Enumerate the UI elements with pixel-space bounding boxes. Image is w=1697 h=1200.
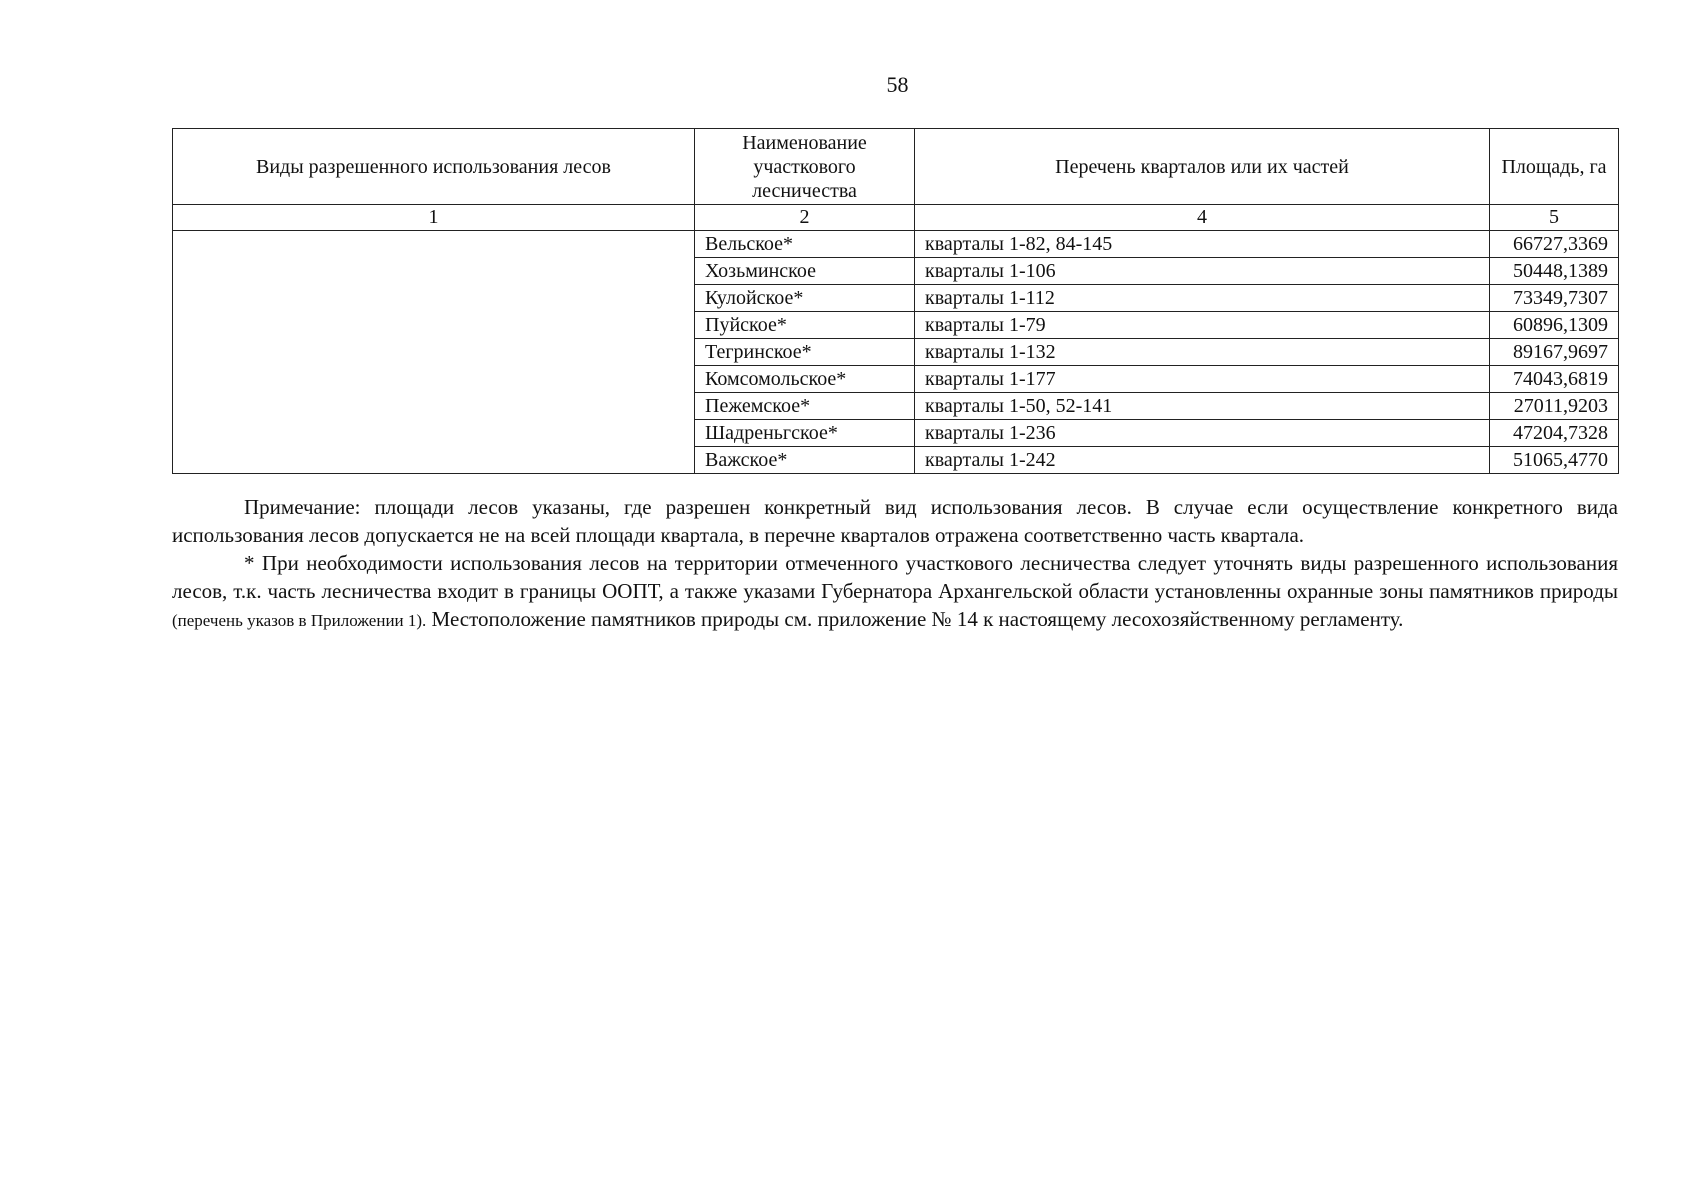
header-area: Площадь, га: [1490, 129, 1619, 205]
forestry-name: Пуйское*: [695, 312, 915, 339]
column-number: 2: [695, 205, 915, 231]
area: 50448,1389: [1490, 258, 1619, 285]
quarters: кварталы 1-82, 84-145: [915, 231, 1490, 258]
quarters: кварталы 1-177: [915, 366, 1490, 393]
table-header-row: [173, 129, 1619, 205]
area: 73349,7307: [1490, 285, 1619, 312]
footnote-reference: (перечень указов в Приложении 1).: [172, 611, 427, 630]
quarters: кварталы 1-112: [915, 285, 1490, 312]
header-usage-types: Виды разрешенного использования лесов: [173, 129, 695, 205]
forestry-name: Хозьминское: [695, 258, 915, 285]
area: 51065,4770: [1490, 447, 1619, 474]
forestry-name: Вельское*: [695, 231, 915, 258]
header-forestry-name: Наименование участкового лесничества: [695, 129, 915, 205]
column-number: 4: [915, 205, 1490, 231]
area: 66727,3369: [1490, 231, 1619, 258]
header-quarters-list: Перечень кварталов или их частей: [915, 129, 1490, 205]
column-number-row: [173, 205, 1619, 231]
column-number: 5: [1490, 205, 1619, 231]
area: 27011,9203: [1490, 393, 1619, 420]
area: 60896,1309: [1490, 312, 1619, 339]
area: 89167,9697: [1490, 339, 1619, 366]
forest-usage-table: [172, 128, 1619, 474]
quarters: кварталы 1-236: [915, 420, 1490, 447]
column-number: 1: [173, 205, 695, 231]
forestry-name: Кулойское*: [695, 285, 915, 312]
quarters: кварталы 1-132: [915, 339, 1490, 366]
quarters: кварталы 1-79: [915, 312, 1490, 339]
area: 74043,6819: [1490, 366, 1619, 393]
footnote-text-continued: Местоположение памятников природы см. приложение № 14 к настоящему лесохозяйственному регламенту.: [431, 607, 1404, 631]
usage-type-cell: [173, 231, 695, 474]
footnote-paragraph: [172, 549, 1618, 635]
quarters: кварталы 1-50, 52-141: [915, 393, 1490, 420]
area: 47204,7328: [1490, 420, 1619, 447]
page-number: 58: [886, 72, 909, 97]
forestry-name: Важское*: [695, 447, 915, 474]
forestry-name: Пежемское*: [695, 393, 915, 420]
footnote-text: * При необходимости использования лесов на территории отмеченного участкового лесничества следует уточнять виды разрешенного использования лесов, т.к. часть лесничества входит в границы ООПТ, а также указами Губернатора Архангельской области установленны охранные зоны памятников природы: [172, 551, 1618, 603]
table-row: [173, 231, 1619, 258]
quarters: кварталы 1-106: [915, 258, 1490, 285]
notes-section: [172, 493, 1618, 635]
forestry-name: Шадреньгское*: [695, 420, 915, 447]
note-paragraph: Примечание: площади лесов указаны, где разрешен конкретный вид использования лесов. В случае если осуществление конкретного вида использования лесов допускается не на всей площади квартала, в перечне кварталов отражена соответственно часть квартала.: [172, 495, 1618, 547]
forestry-name: Тегринское*: [695, 339, 915, 366]
forestry-name: Комсомольское*: [695, 366, 915, 393]
quarters: кварталы 1-242: [915, 447, 1490, 474]
